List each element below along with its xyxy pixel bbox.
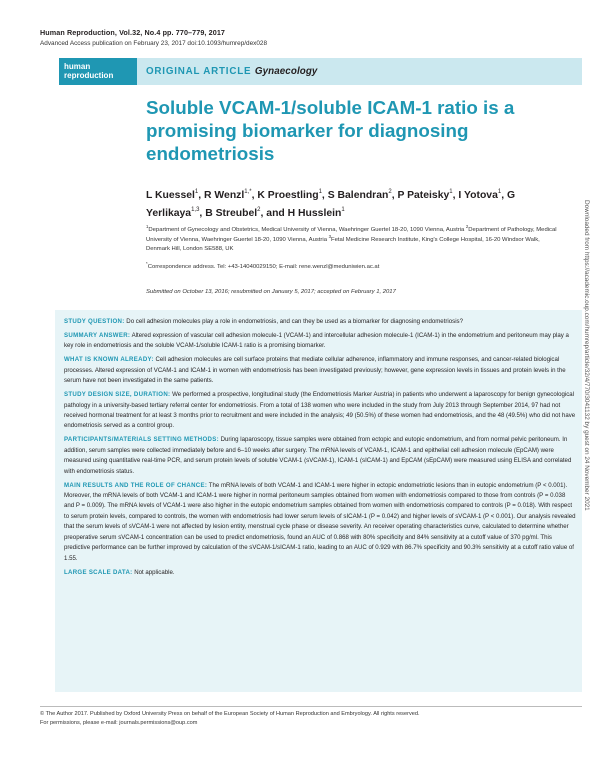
affiliation-marker: 2 bbox=[465, 224, 469, 229]
abstract-heading: WHAT IS KNOWN ALREADY: bbox=[64, 356, 154, 364]
author bbox=[328, 190, 392, 201]
abstract-heading: SUMMARY ANSWER: bbox=[64, 332, 131, 339]
author-name: P Pateisky bbox=[397, 190, 450, 201]
abstract-heading: STUDY DESIGN SIZE, DURATION: bbox=[64, 391, 171, 399]
author bbox=[288, 208, 345, 219]
author bbox=[397, 190, 452, 201]
abstract-heading: PARTICIPANTS/MATERIALS SETTING METHODS: bbox=[64, 436, 219, 444]
abstract-section bbox=[64, 331, 576, 352]
copyright-notice bbox=[40, 710, 420, 728]
author-list: L Kuessel$^1$, R Wenzl$^{1,*}$, K Proestling$^1$, S Balendran$^2$, P Pateisky$^1$, I Yotova$^1$, G Yerlikaya$^{1,3}$, B Streubel$^2$, and H Husslein$^1$ bbox=[146, 189, 516, 219]
author bbox=[204, 190, 252, 201]
footer-divider bbox=[40, 706, 582, 707]
author bbox=[205, 208, 260, 219]
abstract-text: Altered expression of vascular cell adhesion molecule-1 (VCAM-1) and intercellular adhesion molecule-1 (ICAM-1) in the endometrium and peritoneum may play a key role in endometriosis and the soluble VCAM-1/soluble ICAM-1 ratio is a promising biomarker. bbox=[64, 332, 569, 350]
abstract-heading: STUDY QUESTION: bbox=[64, 318, 125, 325]
author-name: I Yotova bbox=[458, 190, 498, 201]
affiliation-marker: 1 bbox=[146, 224, 149, 229]
logo-line-1: human bbox=[64, 62, 91, 71]
author-affiliation-marker: 1 bbox=[449, 189, 453, 195]
journal-logo bbox=[59, 58, 137, 85]
section-banner bbox=[59, 58, 582, 85]
abstract-section bbox=[64, 317, 576, 327]
author-affiliation-marker: 1,3 bbox=[191, 207, 200, 213]
abstract-section bbox=[64, 568, 576, 578]
author-affiliation-marker: 2 bbox=[388, 189, 392, 195]
author bbox=[257, 190, 322, 201]
author bbox=[146, 190, 198, 201]
submission-dates: Submitted on October 13, 2016; resubmitted on January 5, 2017; accepted on February 1, 2017 bbox=[146, 289, 396, 295]
abstract-section bbox=[64, 355, 576, 386]
author-affiliation-marker: 1,* bbox=[244, 189, 252, 195]
abstract-text: Not applicable. bbox=[134, 568, 175, 576]
copyright-line: © The Author 2017. Published by Oxford University Press on behalf of the European Society of Human Reproduction and Embryology. All rights reserved. bbox=[40, 711, 420, 717]
abstract-text: The mRNA levels of both VCAM-1 and ICAM-1 were higher in ectopic endometriotic lesions than in eutopic endometrium (P < 0.001). Moreover, the mRNA levels of both VCAM-1 and ICAM-1 were higher in normal peritoneum samples obtained from women with endometriosis compared to those from controls (P = 0.038 and P = 0.009). The mRNA levels of VCAM-1 were also higher in the eutopic endometrium samples obtained from women with endometriosis compared to controls (P = 0.018). With respect to serum protein levels, compared to controls, the women with endometriosis had lower serum levels of sICAM-1 (P = 0.042) and higher levels of sVCAM-1 (P < 0.001). Our analysis revealed that the serum levels of sVCAM-1 were not affected by lesion entity, menstrual cycle phase or disease severity. An receiver operating characteristics curve, calculated to determine whether preoperative serum sVCAM-1 concentration can be used to predict endometriosis, found an AUC of 0.868 with 80% specificity and 84% sensitivity at a cutoff value of 370 pg/ml. This predictive performance can be further improved by calculation of the sVCAM-1/sICAM-1 ratio, leading to an AUC of 0.929 with 86.7% specificity and 90.3% sensitivity at a cutoff ratio value of 1.55. bbox=[64, 481, 576, 562]
abstract-text: Cell adhesion molecules are cell surface proteins that mediate cellular adherence, inflammatory and immune responses, and cancer-related biological processes. Altered expression of VCAM-1 and ICAM-1 in women with endometriosis has been investigated previously; however, gene expression levels in tissues and protein levels in the serum have not been investigated in the same patients. bbox=[64, 356, 566, 385]
author-name: G Yerlikaya bbox=[146, 190, 516, 219]
author-name: S Balendran bbox=[327, 190, 389, 201]
affiliation-marker: 3 bbox=[328, 233, 331, 239]
author-affiliation-marker: 1 bbox=[194, 189, 199, 195]
abstract-text: We performed a prospective, longitudinal study (the Endometriosis Marker Austria) in patients who underwent a laparoscopy for benign gynecological pathology in a university-based tertiary referral center for endometriosis. From a total of 138 women who were included in the study from July 2013 through September 2014, 97 had not received hormonal treatment for at least 3 months prior to recruitment and were included in the analysis; 49 (50.5%) of these women had endometriosis, and the 48 (49.5%) who did not have endometriosis served as a control group. bbox=[64, 391, 576, 430]
abstract-text: During laparoscopy, tissue samples were obtained from ectopic and eutopic endometrium, and from normal pelvic peritoneum. In addition, serum samples were collected immediately before and 6–10 weeks after surgery. The mRNA levels of VCAM-1, ICAM-1 and epithelial cell adhesion molecule (EpCAM) were measured using quantitative real-time PCR, and serum protein levels of soluble VCAM-1 (sVCAM-1), ICAM-1 (sICAM-1) and EpCAM (sEpCAM) were measured using ELISA and correlated with endometriosis status. bbox=[64, 436, 572, 475]
correspondence bbox=[146, 261, 380, 270]
abstract-text: Do cell adhesion molecules play a role in endometriosis, and can they be used as a biomarker for diagnosing endometriosis? bbox=[126, 318, 463, 325]
author bbox=[458, 190, 501, 201]
logo-line-2: reproduction bbox=[64, 71, 114, 80]
structured-abstract bbox=[55, 310, 582, 692]
abstract-section bbox=[64, 435, 576, 477]
advance-access-line: Advanced Access publication on February 23, 2017 doi:10.1093/humrep/dex028 bbox=[40, 40, 268, 47]
abstract-section bbox=[64, 481, 576, 564]
download-watermark bbox=[582, 200, 592, 610]
journal-citation: Human Reproduction, Vol.32, No.4 pp. 770–779, 2017 bbox=[40, 28, 226, 37]
author-name: B Streubel bbox=[205, 208, 258, 219]
abstract-heading: MAIN RESULTS AND THE ROLE OF CHANCE: bbox=[64, 481, 208, 489]
author-name: R Wenzl bbox=[204, 190, 245, 201]
correspondence-text: Correspondence address. Tel: +43-14040029150; E-mail: rene.wenzl@meduniwien.ac.at bbox=[147, 264, 380, 270]
author-affiliation-marker: 1 bbox=[497, 189, 502, 195]
abstract-heading: LARGE SCALE DATA: bbox=[64, 568, 133, 576]
affiliation-text: Fetal Medicine Research Institute, King's College Hospital, 16-20 Windsor Walk, Denmark Hill, London SE588, UK bbox=[146, 236, 540, 252]
author-affiliation-marker: 1 bbox=[341, 207, 345, 213]
author-affiliation-marker: 1 bbox=[318, 189, 322, 195]
affiliation-text: Department of Gynecology and Obstetrics, Medical University of Vienna, Waehringer Guertel 18-20, 1090 Vienna, Austria bbox=[148, 227, 466, 233]
article-type bbox=[146, 66, 317, 77]
correspondence-marker: * bbox=[146, 261, 148, 266]
affiliations bbox=[146, 226, 561, 255]
author-affiliation-marker: 2 bbox=[257, 207, 261, 213]
affiliation-text: Department of Pathology, Medical University of Vienna, Waehringer Guertel 18-20, 1090 Vienna, Austria bbox=[146, 227, 557, 243]
abstract-section bbox=[64, 390, 576, 432]
section-name: ORIGINAL ARTICLE bbox=[146, 66, 252, 77]
category-name: Gynaecology bbox=[254, 66, 318, 77]
author-name: H Husslein bbox=[287, 208, 342, 219]
permissions-line: For permissions, please e-mail: journals.permissions@oup.com bbox=[40, 720, 198, 726]
article-title: Soluble VCAM-1/soluble ICAM-1 ratio is a promising biomarker for diagnosing endometriosis bbox=[146, 97, 515, 164]
download-watermark-text: Downloaded from https://academic.oup.com/humrep/article/32/4/770/3041132 by guest on 24 November 2021 bbox=[583, 200, 590, 511]
author-name: L Kuessel bbox=[146, 190, 195, 201]
author-name: K Proestling bbox=[257, 190, 319, 201]
